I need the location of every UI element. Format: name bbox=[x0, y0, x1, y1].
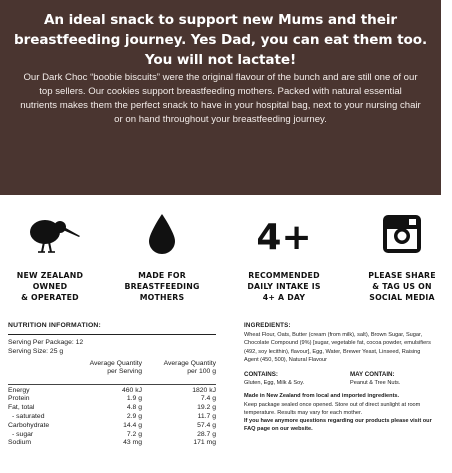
nutrient-per-serving: 460 kJ bbox=[121, 386, 142, 394]
feature-label-line: & OPERATED bbox=[21, 293, 79, 302]
feature-label-line: PLEASE SHARE bbox=[368, 271, 436, 280]
nutrient-per-100g: 171 mg bbox=[193, 439, 216, 447]
feature-label-line: MADE FOR bbox=[138, 271, 186, 280]
instagram-icon[interactable] bbox=[382, 214, 422, 254]
column-header: Average Quantity bbox=[163, 359, 216, 367]
feature-label-line: RECOMMENDED bbox=[248, 271, 320, 280]
storage-note: Keep package sealed once opened. Store out of direct sunlight at room temperature. Results may vary for each mother. bbox=[244, 401, 421, 416]
nutrient-per-serving: 4.8 g bbox=[126, 404, 142, 412]
allergen-info bbox=[244, 371, 436, 387]
table-row bbox=[8, 404, 216, 413]
four-plus-icon bbox=[256, 213, 312, 258]
hero-description: Our Dark Choc “boobie biscuits” were the original flavour of the bunch and are still one of our top sellers. Our cookies support breastfeeding mothers. Packed with natural essential nutrients makes them the perfect snack to have in your hospital bag, next to your nursing chair or on hand throughout your breastfeeding journey. bbox=[20, 72, 421, 125]
table-row bbox=[8, 431, 216, 440]
ingredients-title: INGREDIENTS: bbox=[244, 322, 291, 329]
nutrient-per-serving: 7.2 g bbox=[126, 430, 142, 438]
divider bbox=[8, 334, 216, 335]
ingredients-list: Wheat Flour, Oats, Butter (cream (from milk), salt), Brown Sugar, Sugar, Chocolate Compound (9%) [sugar, vegetable fat, cocoa powder, emulsifiers (492, soy lecithin), flavour], Egg, Water, Brewer Yeast, Linseed, Raising Agent (450, 500), Natural Flavour bbox=[244, 332, 431, 363]
nutrient-name: - saturated bbox=[12, 413, 45, 421]
nutrition-panel bbox=[8, 322, 216, 448]
table-row bbox=[8, 395, 216, 404]
nutrient-name: Protein bbox=[8, 395, 30, 403]
column-header: Average Quantity bbox=[89, 359, 142, 367]
feature-breastfeeding bbox=[112, 212, 212, 303]
column-header: per 100 g bbox=[187, 368, 216, 376]
nutrition-table-header bbox=[8, 360, 216, 382]
feature-icons-row bbox=[0, 212, 441, 312]
contains-title: CONTAINS: bbox=[244, 371, 278, 379]
table-row bbox=[8, 439, 216, 448]
ingredients-panel bbox=[244, 322, 436, 433]
nutrient-per-serving: 14.4 g bbox=[123, 421, 142, 429]
nutrient-per-100g: 28.7 g bbox=[197, 430, 216, 438]
feature-label-line: OWNED bbox=[32, 282, 68, 291]
divider bbox=[8, 384, 216, 385]
nutrient-per-100g: 57.4 g bbox=[197, 421, 216, 429]
feature-label-line: SOCIAL MEDIA bbox=[369, 293, 435, 302]
nutrient-per-100g: 11.7 g bbox=[197, 413, 216, 421]
feature-label-line: BREASTFEEDING bbox=[124, 282, 200, 291]
nutrient-per-serving: 2.9 g bbox=[126, 413, 142, 421]
faq-note: If you have anymore questions regarding our products please visit our FAQ page on our website. bbox=[244, 418, 432, 433]
nutrient-name: Sodium bbox=[8, 439, 32, 447]
feature-daily-intake bbox=[234, 212, 334, 303]
kiwi-bird-icon bbox=[18, 214, 82, 254]
milk-drop-icon bbox=[147, 213, 177, 255]
feature-label-line: MOTHERS bbox=[139, 293, 185, 302]
contains-value: Gluten, Egg, Milk & Soy. bbox=[244, 380, 305, 387]
nutrient-name: Fat, total bbox=[8, 404, 35, 412]
may-contain-value: Peanut & Tree Nuts. bbox=[350, 380, 401, 387]
hero-title: An ideal snack to support new Mums and their breastfeeding journey. Yes Dad, you can eat them too. You will not lactate! bbox=[13, 12, 428, 68]
feature-nz-owned bbox=[0, 212, 100, 303]
made-in-note: Made in New Zealand from local and imported ingredients. bbox=[244, 393, 400, 400]
feature-label-line: 4+ A DAY bbox=[262, 293, 306, 302]
nutrient-name: - sugar bbox=[12, 430, 34, 438]
may-contain-title: MAY CONTAIN: bbox=[350, 371, 395, 379]
feature-label-line: DAILY INTAKE IS bbox=[247, 282, 321, 291]
serving-size: Serving Size: 25 g bbox=[8, 347, 64, 355]
table-row bbox=[8, 387, 216, 396]
feature-social-share bbox=[352, 212, 452, 303]
nutrient-per-100g: 1820 kJ bbox=[192, 386, 216, 394]
four-plus-text: 4+ bbox=[256, 217, 312, 258]
table-row bbox=[8, 422, 216, 431]
nutrient-name: Energy bbox=[8, 386, 30, 394]
nutrient-per-100g: 7.4 g bbox=[200, 395, 216, 403]
feature-label-line: NEW ZEALAND bbox=[16, 271, 84, 280]
servings-per-package: Serving Per Package: 12 bbox=[8, 338, 84, 346]
nutrient-per-serving: 43 mg bbox=[123, 439, 142, 447]
nutrient-per-100g: 19.2 g bbox=[197, 404, 216, 412]
hero-banner bbox=[0, 0, 441, 195]
column-header: per Serving bbox=[107, 368, 142, 376]
nutrient-per-serving: 1.9 g bbox=[126, 395, 142, 403]
nutrient-name: Carbohydrate bbox=[8, 421, 50, 429]
table-row bbox=[8, 413, 216, 422]
feature-label-line: & TAG US ON bbox=[372, 282, 432, 291]
nutrition-title: NUTRITION INFORMATION: bbox=[8, 322, 101, 329]
